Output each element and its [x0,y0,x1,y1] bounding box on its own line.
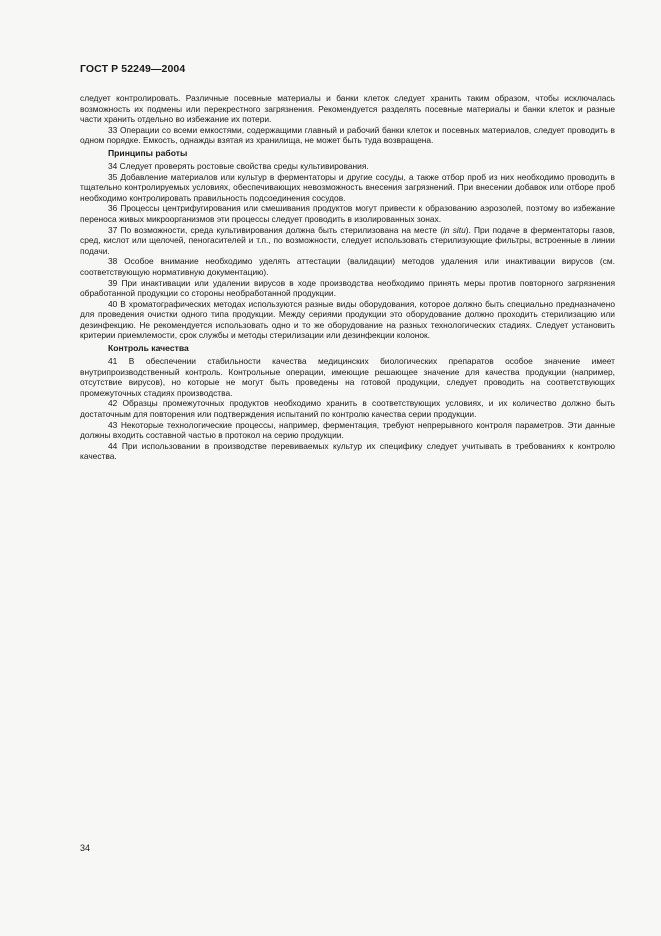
section-heading-principles: Принципы работы [108,147,188,158]
section-heading-quality-control: Контроль качества [108,343,189,354]
latin-term: in situ [443,224,466,235]
paragraph-35: 35 Добавление материалов или культур в ферментаторы и другие сосуды, а также отбор проб из них необходимо проводить в тщательно контролируемых условиях, обеспечивающих невозможность внесения загрязнений. При внесении добавок или отборе проб необходимо контролировать правильность подсоединения сосудов. [80,171,615,203]
paragraph-39: 39 При инактивации или удалении вирусов в ходе производства необходимо принять меры против повторного загрязнения обработанной продукции со стороны необработанной продукции. [80,277,615,299]
paragraph-41: 41 В обеспечении стабильности качества медицинских биологических препаратов особое значение имеет внутрипроизводственный контроль. Контрольные операции, имеющие решающее значение для качества продукции (например, отсутствие вирусов), но которые не могут быть проведены на готовой продукции, следует проводить на соответствующих промежуточных стадиях производства. [80,356,615,398]
paragraph-33: 33 Операции со всеми емкостями, содержащими главный и рабочий банки клеток и посевных материалов, следует проводить в одном порядке. Емкость, однажды взятая из хранилища, не может быть туда возвращена. [80,124,615,146]
paragraph-44: 44 При использовании в производстве перевиваемых культур их специфику следует учитывать в требованиях к контролю качества. [80,440,615,462]
paragraph-40: 40 В хроматографических методах используются разные виды оборудования, которое должно быть специально предназначено для проведения очистки одного типа продукции. Между сериями продукции это оборудование должно проходить стерилизацию или дезинфекцию. Не рекомендуется использовать одно и то же оборудование на разных технологических стадиях. Следует установить критерии приемлемости, срок службы и методы стерилизации или дезинфекции колонок. [80,298,615,341]
document-body [80,93,615,462]
paragraph-43: 43 Некоторые технологические процессы, например, ферментация, требуют непрерывного контроля параметров. Эти данные должны входить составной частью в протокол на серию продукции. [80,419,615,441]
paragraph-continuation: следует контролировать. Различные посевные материалы и банки клеток следует хранить таким образом, чтобы исключалась возможность их подмены или перекрестного загрязнения. Рекомендуется разделять посевные материалы и банки клеток и разные части хранить отдельно во избежание их потери. [80,93,615,125]
paragraph-38: 38 Особое внимание необходимо уделять аттестации (валидации) методов удаления или инактивации вирусов (см. соответствующую нормативную документацию). [80,256,615,277]
paragraph-42: 42 Образцы промежуточных продуктов необходимо хранить в соответствующих условиях, и их количество должно быть достаточным для повторения или подтверждения испытаний по контролю качества серии продукции. [80,398,615,420]
paragraph-37: 37 По возможности, среда культивирования должна быть стерилизована на месте (in situ). При подаче в ферментаторы газов, сред, кислот или щелочей, пеногасителей и т.п., по возможности, следует использовать стерилизующие фильтры, встроенные в линии подачи. [80,224,615,256]
paragraph-34: 34 Следует проверять ростовые свойства среды культивирования. [108,160,369,171]
paragraph-36: 36 Процессы центрифугирования или смешивания продуктов могут привести к образованию аэрозолей, поэтому во избежание переноса живых микроорганизмов эти процессы следует проводить в изолированных зонах. [80,203,615,224]
document-header: ГОСТ Р 52249—2004 [80,63,186,75]
page-number: 34 [80,843,91,853]
